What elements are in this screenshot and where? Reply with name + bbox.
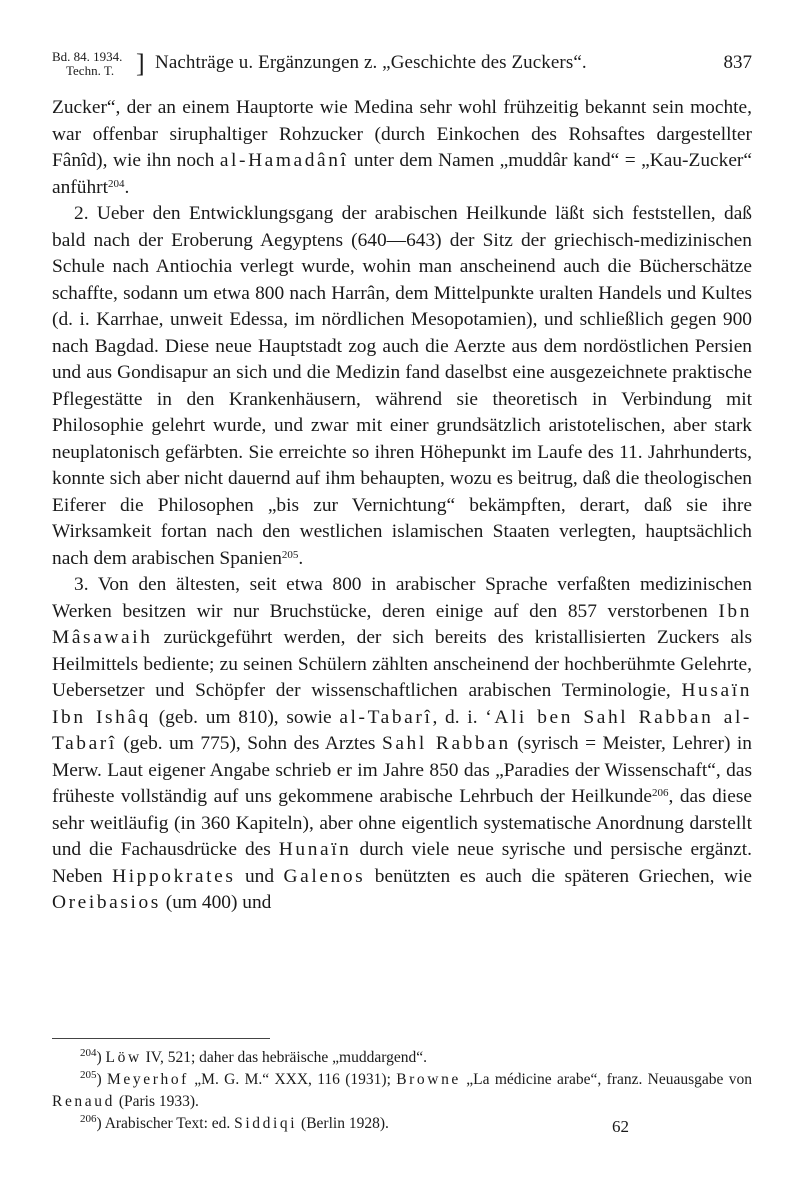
footnotes [52, 1047, 752, 1135]
text-run: , d. i. [432, 706, 486, 728]
paragraph-3 [52, 572, 752, 917]
footnote-text: IV, 521; daher das hebräische „muddargend“. [141, 1049, 427, 1066]
text-run: , das diese sehr weitläufig (in 360 Kapiteln), aber ohne eigentlich systematische Anordnung darstellt und die Fachausdrücke des [52, 786, 752, 860]
footnote-marker: 206 [651, 787, 669, 799]
volume-reference-line-1: Bd. 84. 1934. [52, 49, 123, 64]
footnote-paren: ) [96, 1115, 105, 1132]
text-run: benützten es auch die späteren Griechen, wie [365, 865, 752, 887]
footnote-text: (Paris 1933). [114, 1093, 199, 1110]
text-run: Zucker“, der an einem Hauptorte wie Medina sehr wohl frühzeitig bekannt sein mochte, war offenbar siruphaltiger Rohzucker (durch Einkochen des Rohsaftes dargestellter Fânîd), wie ihn noch [52, 97, 752, 171]
footnote-206 [52, 1113, 752, 1135]
footnote-text: „M. G. M.“ XXX, 116 (1931); [188, 1071, 397, 1088]
spaced-name: Galenos [283, 865, 366, 887]
text-run: zurückgeführt werden, der sich bereits des kristallisierten Zuckers als Heilmittels bediente; zu seinen Schülern zählten anscheinend der hochberühmte Gelehrte, Uebersetzer und Schöpfer der wissenschaftlichen arabischen Terminologie, [52, 627, 752, 701]
text-run: und [235, 865, 284, 887]
spaced-name: Hunaïn [278, 839, 352, 860]
spaced-name: Husaïn Ibn Ishâq [52, 680, 752, 728]
text-run: (geb. um 775), Sohn des Arztes [116, 733, 382, 754]
text-run: 3. Von den ältesten, seit etwa 800 in arabischer Sprache verfaßten medizinischen Werken besitzen wir nur Bruchstücke, deren einige auf den 857 verstorbenen [52, 574, 752, 622]
volume-reference [52, 50, 122, 78]
text-run: unter dem Namen „muddâr kand“ = „Kau-Zucker“ anführt [52, 150, 752, 198]
spaced-name: Hippokrates [112, 865, 236, 887]
footnote-author: Löw [105, 1049, 142, 1066]
text-run: . [298, 547, 304, 569]
running-title: Nachträge u. Ergänzungen z. „Geschichte des Zuckers“. [155, 52, 587, 73]
running-header [52, 50, 752, 80]
paragraph-1 [52, 95, 752, 201]
footnote-marker: 205 [281, 548, 299, 561]
footnote-author: Browne [396, 1071, 461, 1088]
page-number: 837 [723, 52, 752, 73]
footnote-author: Renaud [52, 1093, 115, 1110]
text-run: (um 400) und [160, 892, 272, 913]
volume-reference-line-2: Techn. T. [66, 63, 115, 78]
footnote-author: Siddiqi [234, 1115, 298, 1132]
footnote-number: 204 [80, 1047, 97, 1059]
footnote-text: (Berlin 1928). [297, 1115, 389, 1132]
footnote-204 [52, 1047, 752, 1069]
footnote-divider [52, 1038, 270, 1039]
printer-signature-mark: 62 [612, 1117, 629, 1136]
footnote-author: Meyerhof [107, 1071, 189, 1088]
spaced-name: al-Hamadânî [219, 150, 349, 171]
footnote-number: 205 [80, 1069, 97, 1081]
spaced-name: Oreibasios [52, 892, 161, 913]
spaced-name: Sahl Rabban [381, 733, 511, 754]
footnote-paren: ) [96, 1071, 108, 1088]
spaced-name: ‘Ali ben Sahl Rabban al-Tabarî [52, 706, 752, 754]
text-run: 2. Ueber den Entwicklungsgang der arabischen Heilkunde läßt sich feststellen, daß bald nach der Eroberung Aegyptens (640—643) der Sitz der griechisch-medizinischen Schule nach Antiochia verlegt wurde, wohin man anscheinend auch die Bücherschätze schaffte, sodann um etwa 800 nach Harrân, dem Mittelpunkte uralten Handels und Kultes (d. i. Karrhae, unweit Edessa, im nördlichen Mesopotamien), und schließlich gegen 900 nach Bagdad. Diese neue Hauptstadt zog auch die Aerzte aus dem nordöstlichen Persien und aus Gondisapur an sich und die Medizin fand daselbst eine ausgezeichnete praktische Pflegestätte in den Krankenhäusern, während sie theoretisch in Verbindung mit Philosophie gelehrt wurde, und zwar mit einer grundsätzlich aristotelischen, aber stark neuplatonisch gefärbten. Sie erreichte so ihren Höhepunkt im Laufe des 11. Jahrhunderts, konnte sich aber nicht dauernd auf ihm behaupten, wozu es beitrug, daß die theologischen Eiferer die Philosophen „bis zur Vernichtung“ bekämpften, derart, daß sie ihre Wirksamkeit fortan nach den westlichen islamischen Staaten verlegten, hauptsächlich nach dem arabischen Spanien [52, 203, 752, 569]
footnote-paren: ) [96, 1049, 106, 1066]
text-run: (syrisch = Meister, Lehrer) in Merw. Laut eigener Angabe schrieb er im Jahre 850 das „Paradies der Wissenschaft“, das früheste vollständig auf uns gekommene arabische Lehrbuch der Heilkunde [52, 733, 752, 807]
text-run: . [124, 176, 130, 198]
text-run: (geb. um 810), sowie [150, 706, 340, 728]
spaced-name: al-Tabarî [339, 706, 433, 728]
footnote-text: „La médicine arabe“, franz. Neuausgabe von [460, 1071, 753, 1088]
text-run: durch viele neue syrische und persische ergänzt. Neben [52, 839, 753, 887]
footnote-number: 206 [80, 1113, 97, 1125]
footnote-205 [52, 1069, 752, 1113]
main-text [52, 95, 752, 917]
spaced-name: Ibn Mâsawaih [52, 600, 752, 648]
header-bracket: ] [136, 49, 145, 78]
footnote-text: Arabischer Text: ed. [104, 1115, 235, 1132]
paragraph-2 [52, 201, 752, 572]
footnote-marker: 204 [108, 177, 125, 190]
